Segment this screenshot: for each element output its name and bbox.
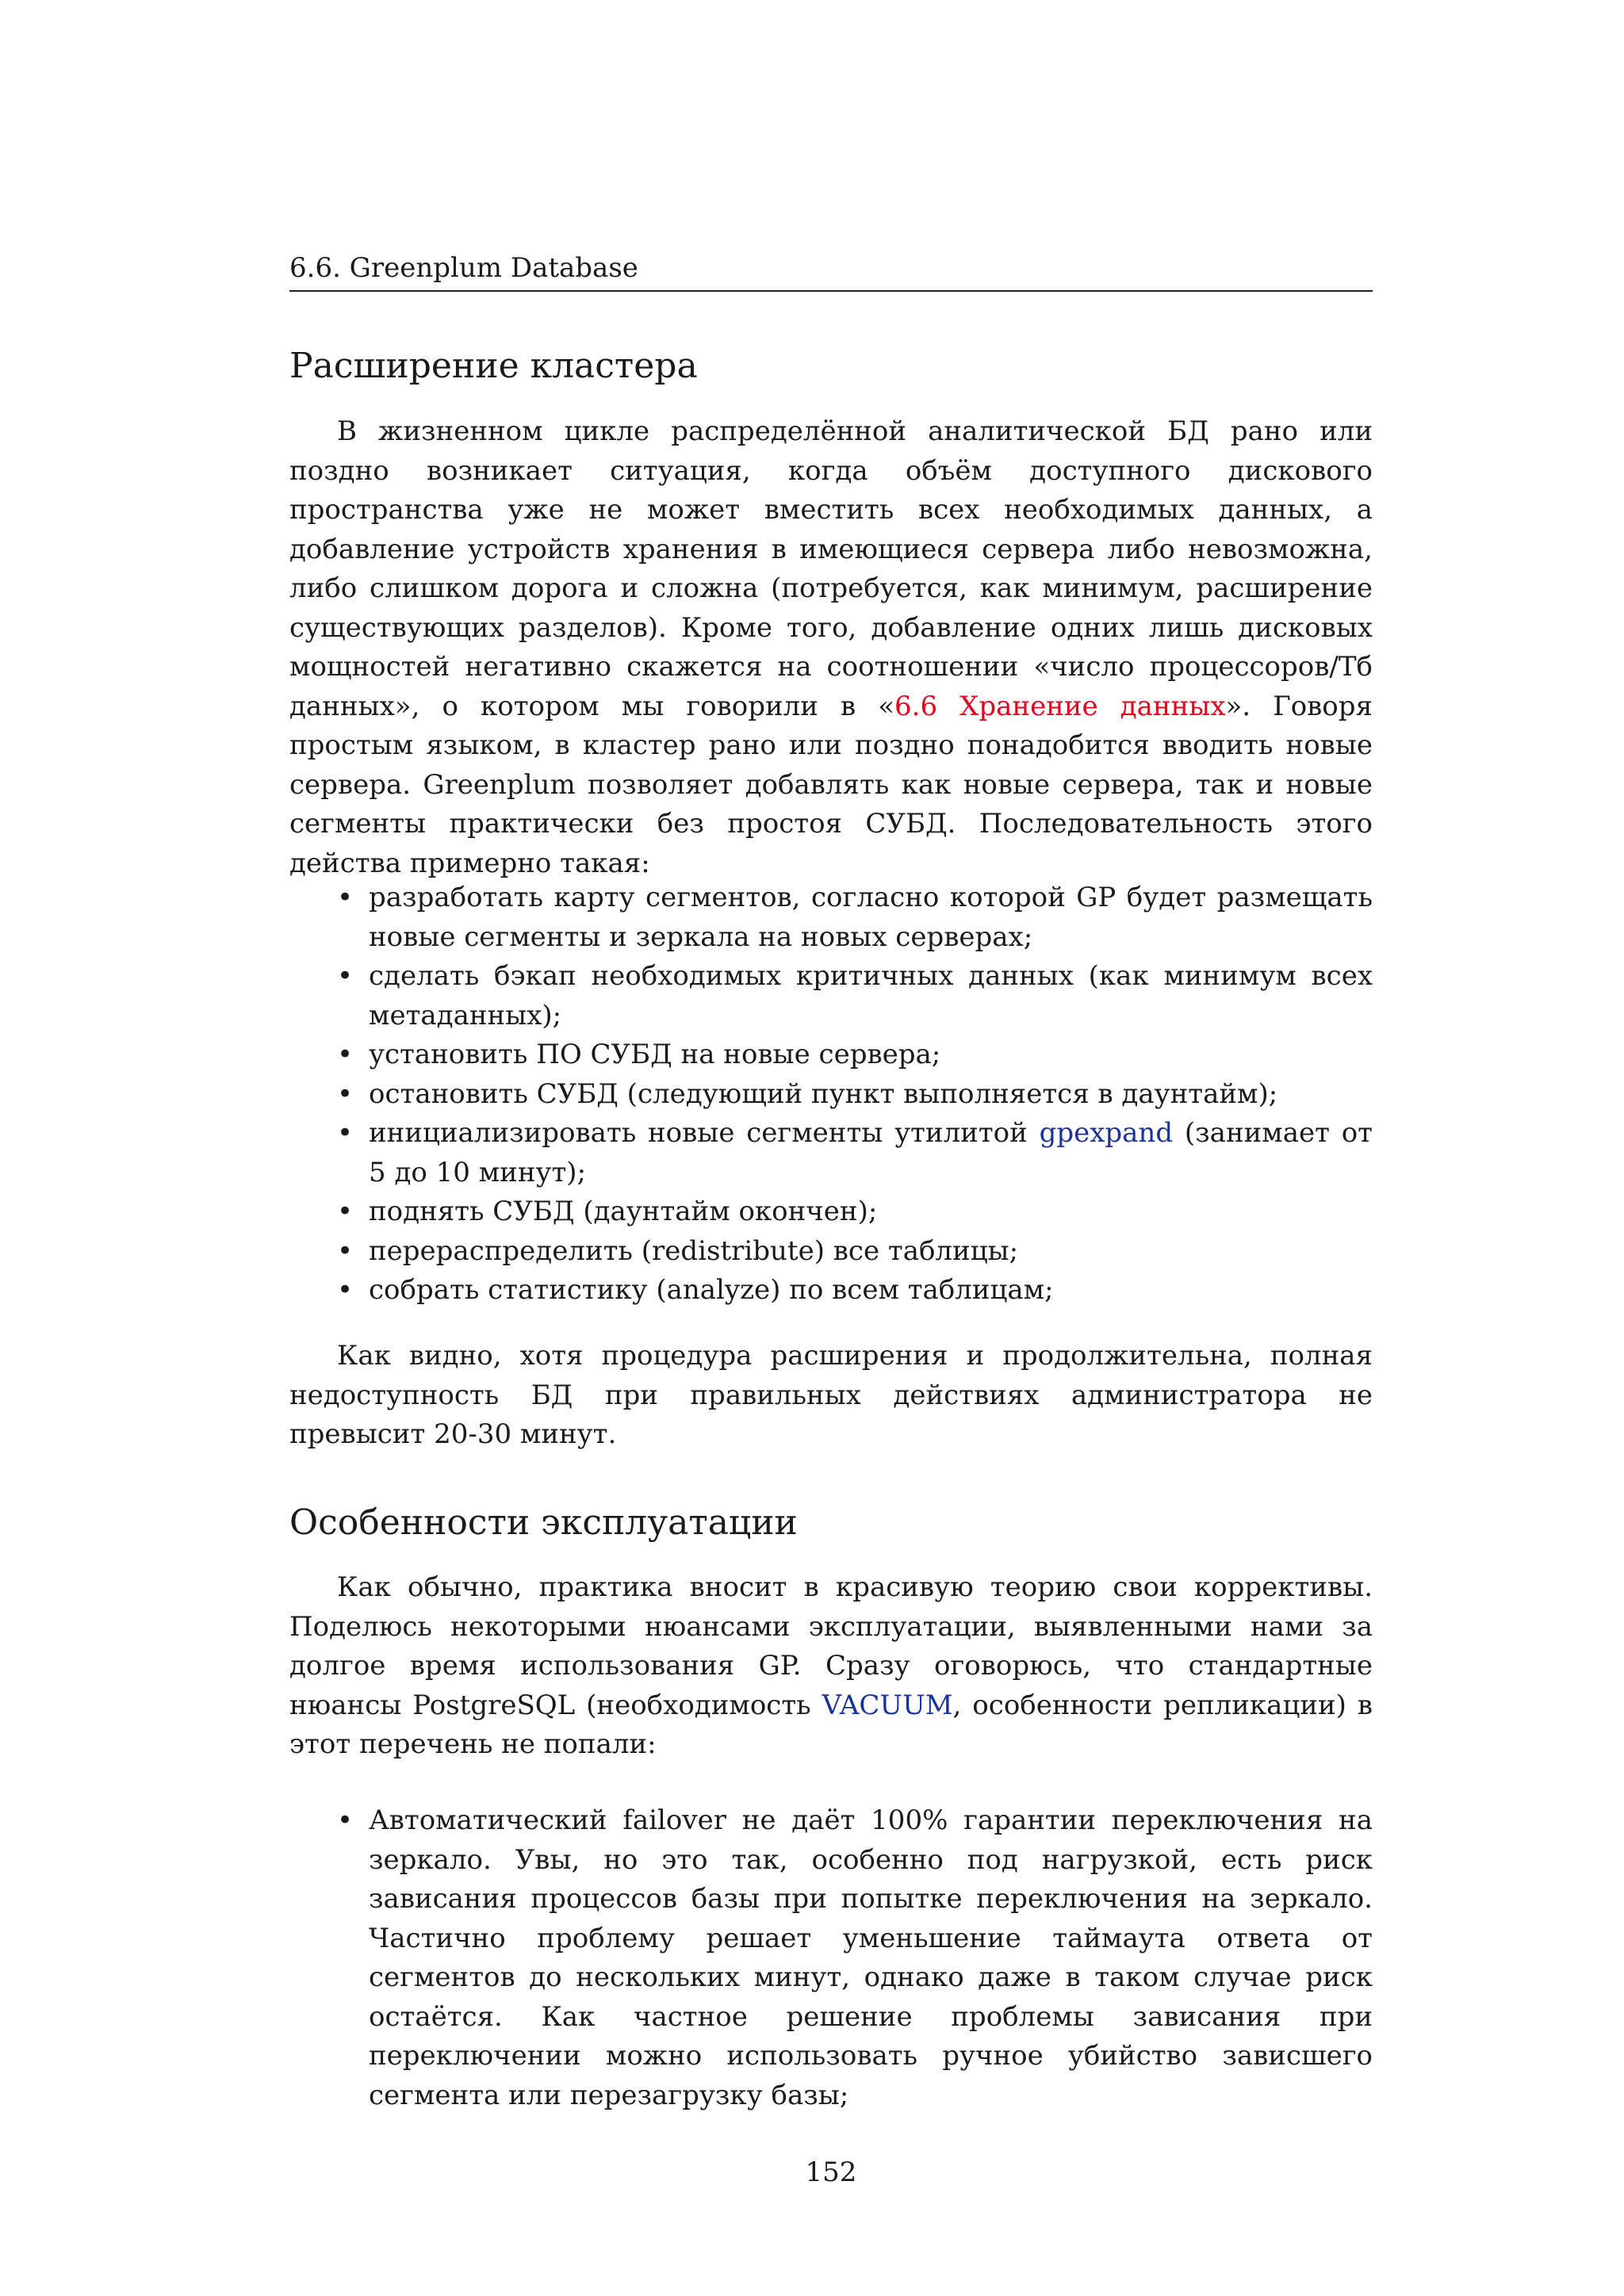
vacuum-code[interactable]: VACUUM	[822, 1689, 953, 1721]
paragraph-expansion-conclusion: Как видно, хотя процедура расширения и продолжительна, полная недоступность БД при правильных действиях администратора не превысит 20-30 минут.	[289, 1340, 1373, 1450]
list-item	[289, 1075, 1373, 1115]
list-item-text: разработать карту сегментов, согласно которой GP будет размещать новые сегменты и зеркала на новых серверах;	[369, 882, 1373, 953]
list-item	[289, 1192, 1373, 1232]
list-item	[289, 1271, 1373, 1311]
list-item-text: перераспределить (redistribute) все таблицы;	[369, 1234, 1019, 1267]
bullet-icon: •	[337, 1234, 354, 1267]
list-item	[289, 1035, 1373, 1075]
list-item-text: установить ПО СУБД на новые сервера;	[369, 1039, 941, 1070]
link-storage-section[interactable]: 6.6 Хранение данных	[894, 690, 1226, 722]
list-item-text: сделать бэкап необходимых критичных данных (как минимум всех метаданных);	[369, 960, 1373, 1031]
list-item-text: (занимает от 5 до 10 минут);	[369, 1117, 1373, 1188]
bullet-icon: •	[337, 1077, 354, 1110]
list-item-text: Автоматический failover не даёт 100% гарантии переключения на зеркало. Увы, но это так, особенно под нагрузкой, есть риск зависания процессов базы при попытке переключения на зеркало. Частично проблему решает уменьшение таймаута ответа от сегментов до нескольких минут, однако даже в таком случае риск остаётся. Как частное решение проблемы зависания при переключении можно использовать ручное убийство зависшего сегмента или перезагрузку базы;	[369, 1804, 1373, 2111]
paragraph-expansion-intro	[289, 412, 1373, 883]
section-heading-cluster-expansion: Расширение кластера	[289, 346, 698, 386]
list-item-text: инициализировать новые сегменты утилитой	[369, 1117, 1040, 1149]
bullet-icon: •	[337, 1196, 354, 1227]
bullet-icon: •	[337, 1039, 354, 1070]
operation-notes-list	[289, 1801, 1373, 2115]
gpexpand-code[interactable]: gpexpand	[1039, 1117, 1174, 1149]
text-run: ». Говоря простым языком, в кластер рано или поздно понадобится вводить новые сервера. Greenplum позволяет добавлять как новые сервера, так и новые сегменты практически без простоя СУБД. Последовательность этого действа примерно такая:	[289, 690, 1373, 879]
bullet-icon: •	[337, 1117, 354, 1149]
bullet-icon: •	[337, 960, 354, 992]
section-heading-operation-notes: Особенности эксплуатации	[289, 1502, 798, 1543]
text-run: , особенности репликации) в этот перечень не попали:	[289, 1689, 1373, 1760]
bullet-icon: •	[337, 1804, 354, 1836]
running-header: 6.6. Greenplum Database	[289, 252, 1373, 292]
list-item-text: остановить СУБД (следующий пункт выполняется в даунтайм);	[369, 1077, 1278, 1110]
list-item	[289, 878, 1373, 957]
text-run: Как обычно, практика вносит в красивую теорию свои коррективы. Поделюсь некоторыми нюансами эксплуатации, выявленными нами за долгое время использования GP. Сразу оговорюсь, что стандартные нюансы PostgreSQL (необходимость	[289, 1571, 1373, 1721]
bullet-icon: •	[337, 882, 354, 913]
expansion-steps-list	[289, 878, 1373, 1311]
paragraph-operation-intro	[289, 1568, 1373, 1765]
bullet-icon: •	[337, 1274, 354, 1306]
list-item	[289, 957, 1373, 1035]
list-item	[289, 1801, 1373, 2115]
list-item-text: собрать статистику (analyze) по всем таблицам;	[369, 1274, 1054, 1306]
page-number: 152	[805, 2156, 857, 2188]
text-run: В жизненном цикле распределённой аналитической БД рано или поздно возникает ситуация, когда объём доступного дискового пространства уже не может вместить всех необходимых данных, а добавление устройств хранения в имеющиеся сервера либо невозможна, либо слишком дорога и сложна (потребуется, как минимум, расширение существующих разделов). Кроме того, добавление одних лишь дисковых мощностей негативно скажется на соотношении «число процессоров/Тб данных», о котором мы говорили в «	[289, 415, 1373, 722]
list-item	[289, 1232, 1373, 1272]
list-item	[289, 1114, 1373, 1192]
list-item-text: поднять СУБД (даунтайм окончен);	[369, 1196, 878, 1227]
